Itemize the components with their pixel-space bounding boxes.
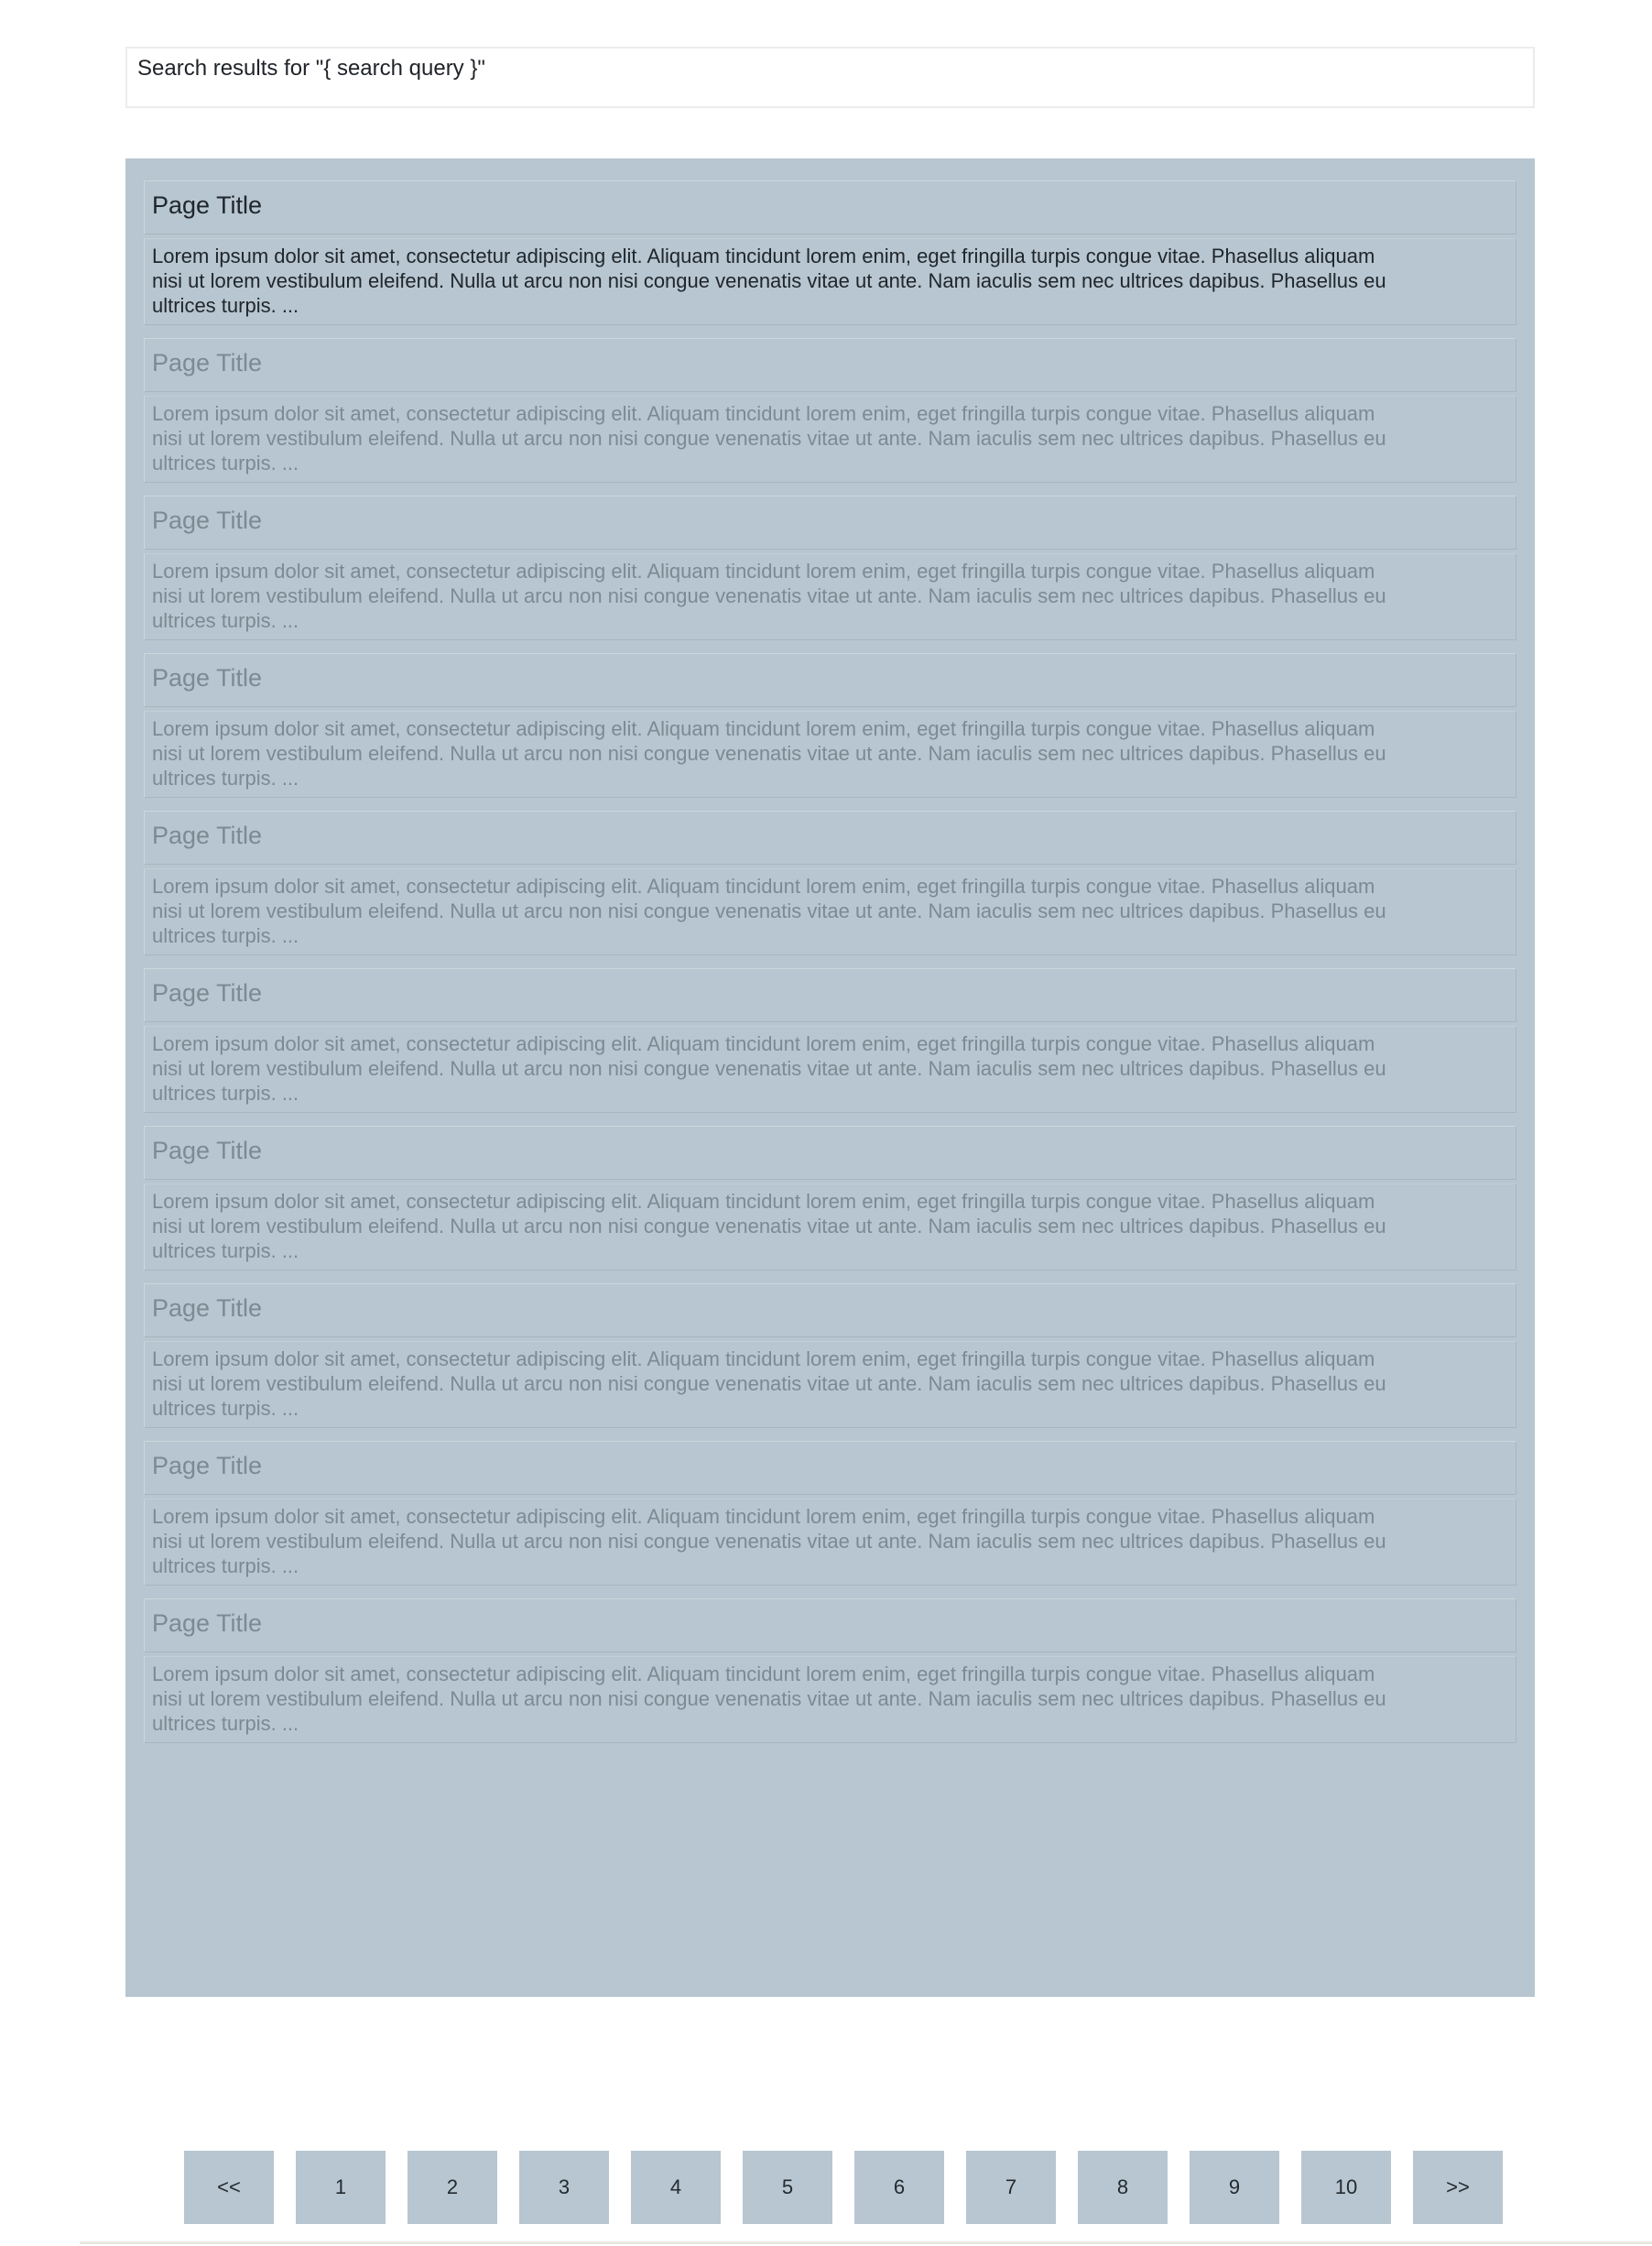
result-snippet-line: ultrices turpis. ... (152, 609, 299, 632)
result-snippet-line: Lorem ipsum dolor sit amet, consectetur adipiscing elit. Aliquam tincidunt lorem enim, eget fringilla turpis congue vitae. Phasellus aliquam (152, 402, 1375, 425)
result-snippet (144, 396, 1516, 483)
result-title-link[interactable] (144, 180, 1516, 234)
result-snippet-line: nisi ut lorem vestibulum eleifend. Nulla ut arcu non nisi congue venenatis vitae ut ante. Nam iaculis sem nec ultrices dapibus. Phasellus eu (152, 1372, 1386, 1395)
result-title-link[interactable] (144, 1598, 1516, 1652)
result-title-text: Page Title (152, 1452, 263, 1479)
result-snippet-line: ultrices turpis. ... (152, 1082, 299, 1105)
result-snippet (144, 238, 1516, 325)
search-result-item (144, 968, 1516, 1113)
result-snippet-line: ultrices turpis. ... (152, 1239, 299, 1262)
pagination-page-button-2[interactable]: 2 (408, 2151, 497, 2224)
search-result-item (144, 496, 1516, 640)
result-title-text: Page Title (152, 349, 263, 376)
result-snippet-line: Lorem ipsum dolor sit amet, consectetur adipiscing elit. Aliquam tincidunt lorem enim, eget fringilla turpis congue vitae. Phasellus aliquam (152, 717, 1375, 740)
result-snippet-line: ultrices turpis. ... (152, 294, 299, 317)
result-snippet-line: ultrices turpis. ... (152, 452, 299, 474)
pagination-page-button-9[interactable]: 9 (1190, 2151, 1279, 2224)
result-title-text: Page Title (152, 191, 263, 219)
result-snippet-line: nisi ut lorem vestibulum eleifend. Nulla ut arcu non nisi congue venenatis vitae ut ante. Nam iaculis sem nec ultrices dapibus. Phasellus eu (152, 427, 1386, 450)
result-snippet-line: Lorem ipsum dolor sit amet, consectetur adipiscing elit. Aliquam tincidunt lorem enim, eget fringilla turpis congue vitae. Phasellus aliquam (152, 1347, 1375, 1370)
result-title-link[interactable] (144, 1283, 1516, 1337)
result-snippet-line: Lorem ipsum dolor sit amet, consectetur adipiscing elit. Aliquam tincidunt lorem enim, eget fringilla turpis congue vitae. Phasellus aliquam (152, 1190, 1375, 1213)
search-result-item (144, 1598, 1516, 1743)
result-snippet-line: nisi ut lorem vestibulum eleifend. Nulla ut arcu non nisi congue venenatis vitae ut ante. Nam iaculis sem nec ultrices dapibus. Phasellus eu (152, 742, 1386, 765)
search-result-item (144, 1441, 1516, 1586)
footer-divider (80, 2241, 1652, 2244)
search-query-header (125, 47, 1535, 108)
result-snippet-line: ultrices turpis. ... (152, 1712, 299, 1735)
pagination-page-button-10[interactable]: 10 (1301, 2151, 1391, 2224)
search-result-item (144, 1126, 1516, 1270)
result-snippet-line: nisi ut lorem vestibulum eleifend. Nulla ut arcu non nisi congue venenatis vitae ut ante. Nam iaculis sem nec ultrices dapibus. Phasellus eu (152, 899, 1386, 922)
result-title-link[interactable] (144, 496, 1516, 550)
result-title-text: Page Title (152, 1137, 263, 1164)
search-result-item (144, 811, 1516, 955)
result-title-link[interactable] (144, 968, 1516, 1022)
result-title-link[interactable] (144, 1441, 1516, 1495)
pagination-page-button-4[interactable]: 4 (631, 2151, 721, 2224)
result-snippet-line: Lorem ipsum dolor sit amet, consectetur adipiscing elit. Aliquam tincidunt lorem enim, eget fringilla turpis congue vitae. Phasellus aliquam (152, 1032, 1375, 1055)
result-snippet-line: Lorem ipsum dolor sit amet, consectetur adipiscing elit. Aliquam tincidunt lorem enim, eget fringilla turpis congue vitae. Phasellus aliquam (152, 1663, 1375, 1685)
result-snippet-line: Lorem ipsum dolor sit amet, consectetur adipiscing elit. Aliquam tincidunt lorem enim, eget fringilla turpis congue vitae. Phasellus aliquam (152, 1505, 1375, 1528)
result-title-text: Page Title (152, 822, 263, 849)
result-snippet (144, 1026, 1516, 1113)
search-result-item (144, 180, 1516, 325)
result-title-text: Page Title (152, 507, 263, 534)
result-title-text: Page Title (152, 979, 263, 1007)
result-snippet (144, 711, 1516, 798)
result-snippet-line: ultrices turpis. ... (152, 924, 299, 947)
pagination-page-button-8[interactable]: 8 (1078, 2151, 1168, 2224)
pagination-bar (184, 2151, 1503, 2224)
result-snippet-line: Lorem ipsum dolor sit amet, consectetur adipiscing elit. Aliquam tincidunt lorem enim, eget fringilla turpis congue vitae. Phasellus aliquam (152, 560, 1375, 583)
result-snippet (144, 1499, 1516, 1586)
search-result-item (144, 1283, 1516, 1428)
result-snippet (144, 1341, 1516, 1428)
result-title-link[interactable] (144, 811, 1516, 865)
result-snippet-line: nisi ut lorem vestibulum eleifend. Nulla ut arcu non nisi congue venenatis vitae ut ante. Nam iaculis sem nec ultrices dapibus. Phasellus eu (152, 1057, 1386, 1080)
result-title-link[interactable] (144, 1126, 1516, 1180)
result-snippet-line: nisi ut lorem vestibulum eleifend. Nulla ut arcu non nisi congue venenatis vitae ut ante. Nam iaculis sem nec ultrices dapibus. Phasellus eu (152, 269, 1386, 292)
result-title-link[interactable] (144, 338, 1516, 392)
result-title-text: Page Title (152, 1294, 263, 1322)
result-title-text: Page Title (152, 664, 263, 692)
result-snippet-line: nisi ut lorem vestibulum eleifend. Nulla ut arcu non nisi congue venenatis vitae ut ante. Nam iaculis sem nec ultrices dapibus. Phasellus eu (152, 584, 1386, 607)
result-snippet-line: Lorem ipsum dolor sit amet, consectetur adipiscing elit. Aliquam tincidunt lorem enim, eget fringilla turpis congue vitae. Phasellus aliquam (152, 875, 1375, 898)
pagination-page-button-1[interactable]: 1 (296, 2151, 386, 2224)
result-snippet-line: ultrices turpis. ... (152, 1397, 299, 1420)
pagination-prev-button[interactable]: << (184, 2151, 274, 2224)
result-snippet-line: nisi ut lorem vestibulum eleifend. Nulla ut arcu non nisi congue venenatis vitae ut ante. Nam iaculis sem nec ultrices dapibus. Phasellus eu (152, 1215, 1386, 1237)
search-query-text: Search results for "{ search query }" (137, 56, 485, 81)
result-title-link[interactable] (144, 653, 1516, 707)
result-snippet-line: ultrices turpis. ... (152, 767, 299, 790)
result-snippet-line: ultrices turpis. ... (152, 1554, 299, 1577)
result-snippet-line: nisi ut lorem vestibulum eleifend. Nulla ut arcu non nisi congue venenatis vitae ut ante. Nam iaculis sem nec ultrices dapibus. Phasellus eu (152, 1687, 1386, 1710)
search-result-item (144, 338, 1516, 483)
pagination-page-button-5[interactable]: 5 (743, 2151, 832, 2224)
result-snippet (144, 1656, 1516, 1743)
result-snippet (144, 1183, 1516, 1270)
pagination-next-button[interactable]: >> (1413, 2151, 1503, 2224)
result-snippet (144, 553, 1516, 640)
pagination-page-button-6[interactable]: 6 (854, 2151, 944, 2224)
search-result-item (144, 653, 1516, 798)
pagination-page-button-3[interactable]: 3 (519, 2151, 609, 2224)
result-snippet-line: nisi ut lorem vestibulum eleifend. Nulla ut arcu non nisi congue venenatis vitae ut ante. Nam iaculis sem nec ultrices dapibus. Phasellus eu (152, 1530, 1386, 1553)
result-title-text: Page Title (152, 1609, 263, 1637)
result-snippet-line: Lorem ipsum dolor sit amet, consectetur adipiscing elit. Aliquam tincidunt lorem enim, eget fringilla turpis congue vitae. Phasellus aliquam (152, 245, 1375, 267)
results-panel (125, 158, 1535, 1997)
pagination-page-button-7[interactable]: 7 (966, 2151, 1056, 2224)
result-snippet (144, 868, 1516, 955)
